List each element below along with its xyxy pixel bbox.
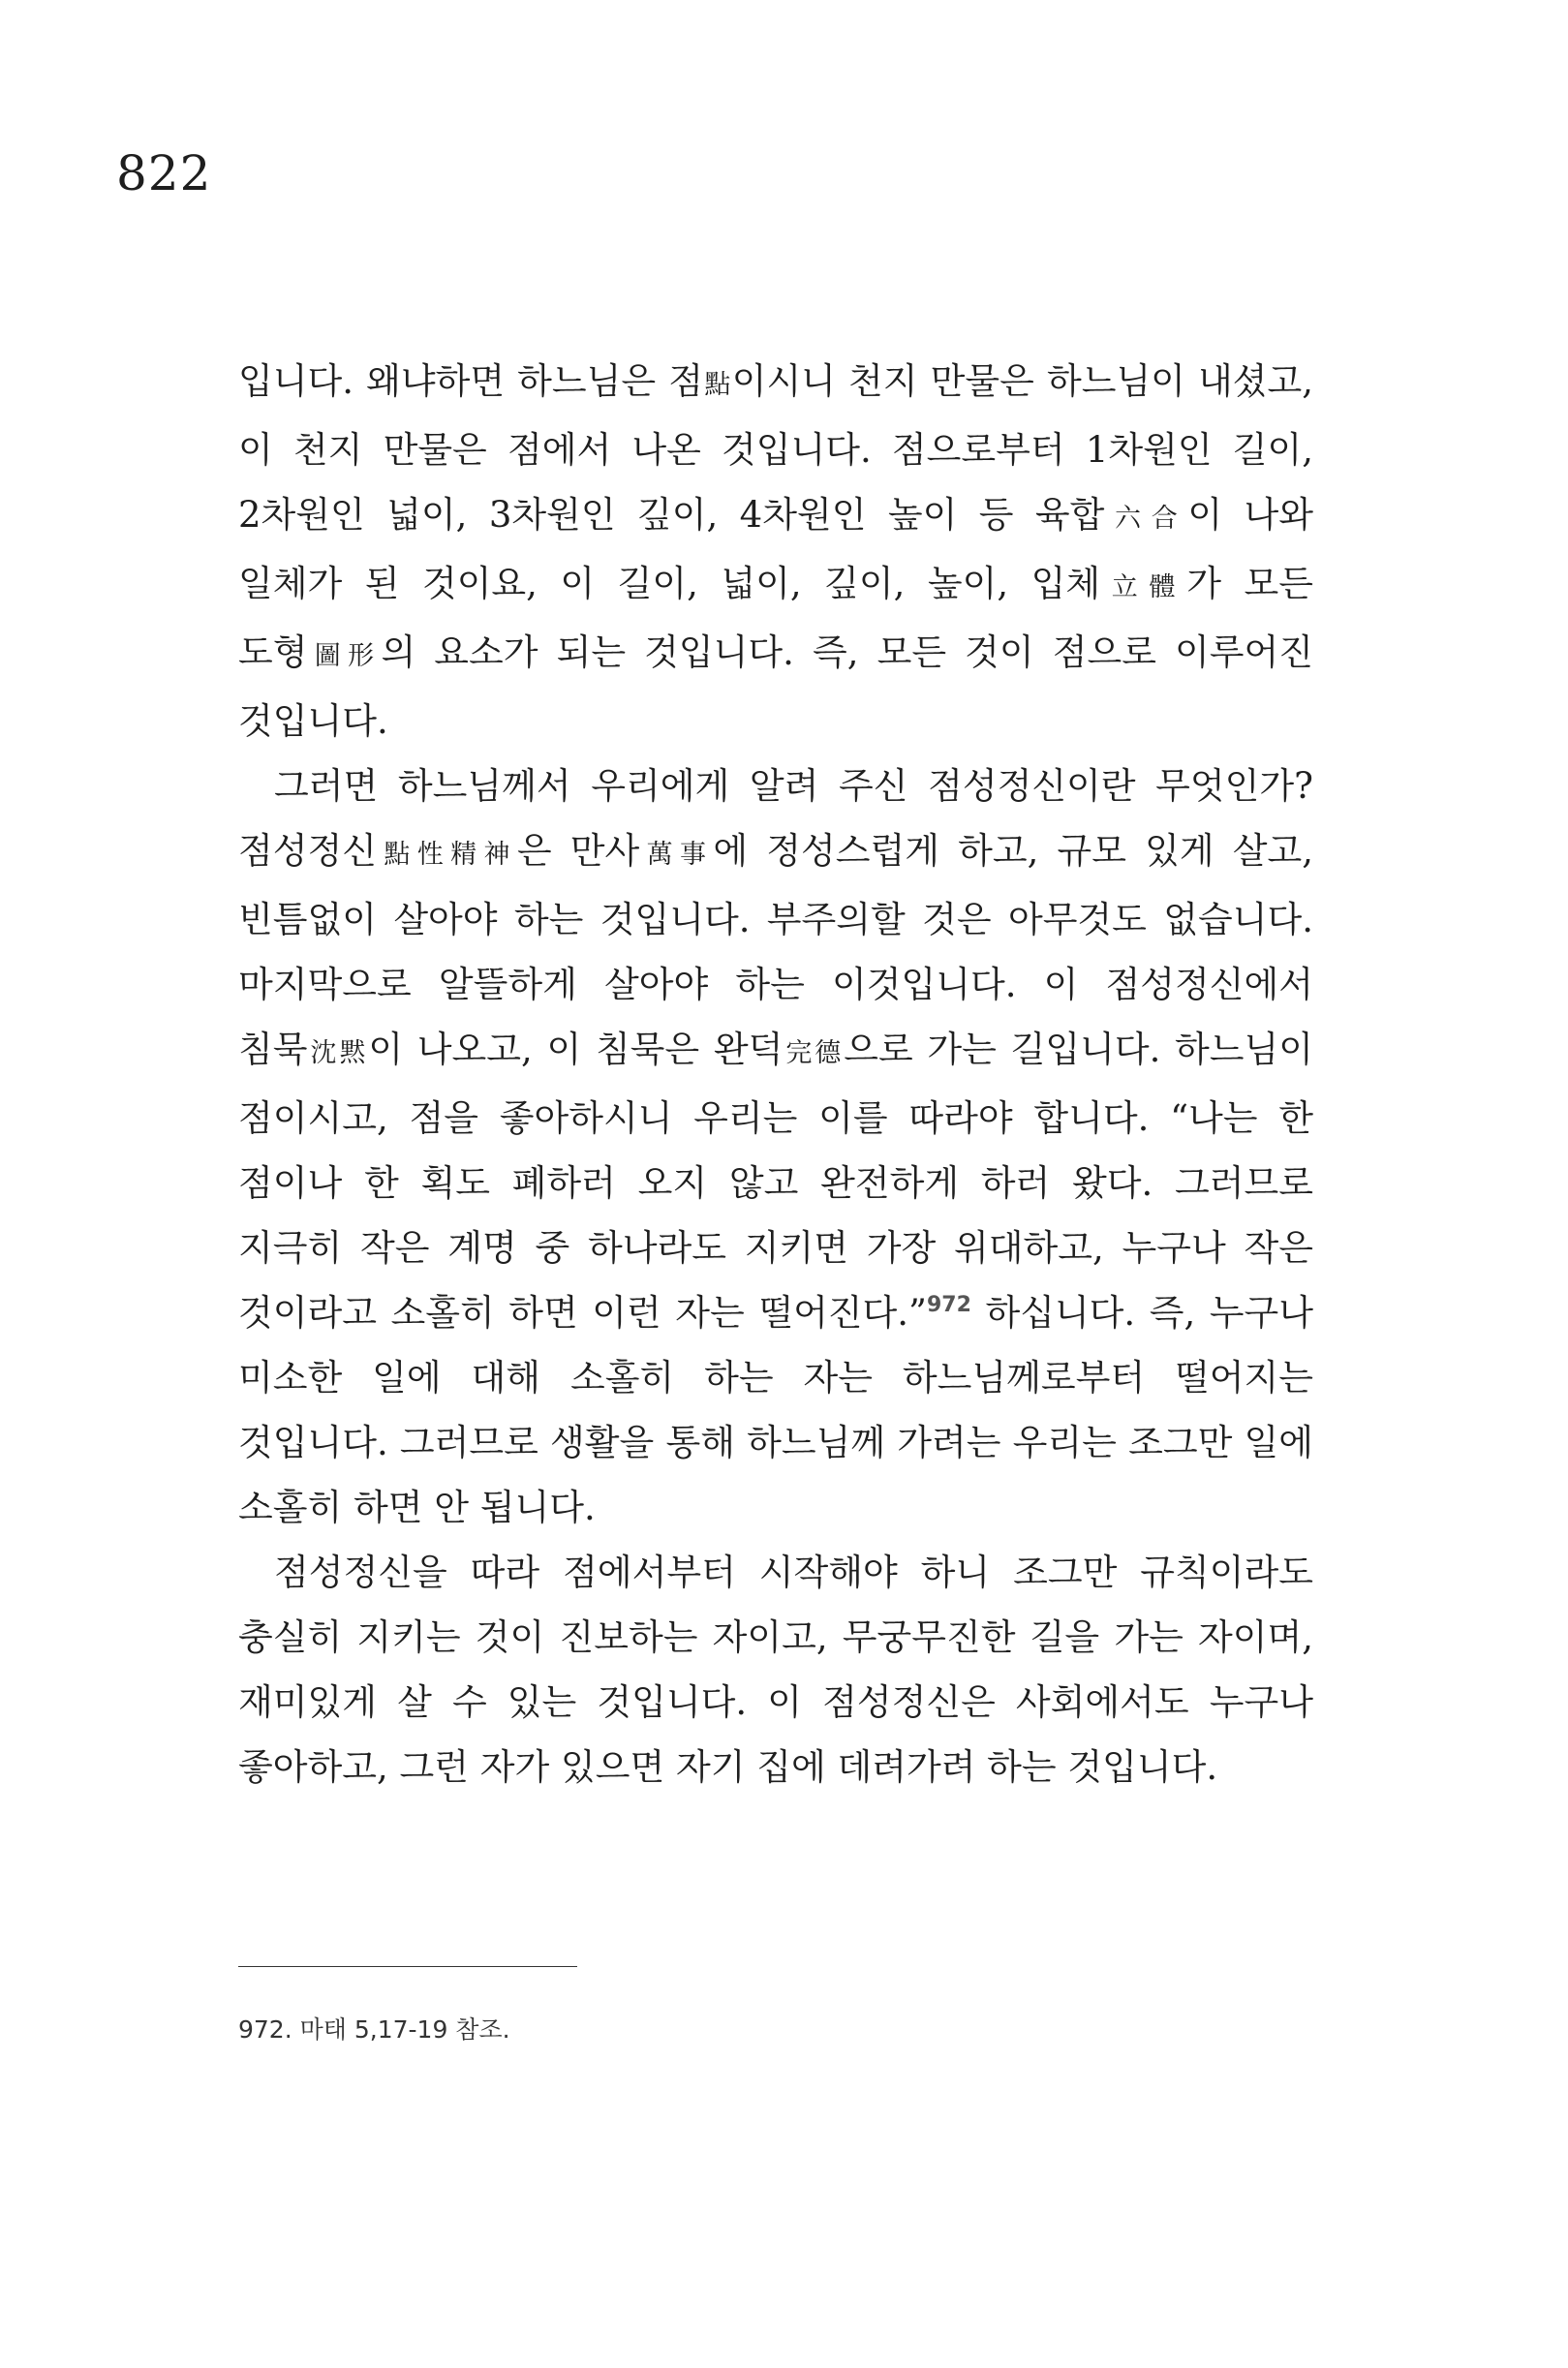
footnote: 972. 마태 5,17-19 참조. <box>238 2015 510 2044</box>
body-text <box>238 349 1313 1799</box>
hanja-gloss: 六合 <box>1104 504 1188 534</box>
hanja-gloss: 圖形 <box>307 641 382 671</box>
text-segment: 의 요소가 되는 것입니다. 즉, 모든 것이 점으로 이루어진 것입니다. <box>238 631 1314 742</box>
text-segment: 에 정성스럽게 하고, 규모 있게 살고, 빈틈없이 살아야 하는 것입니다. 부주의할 것은 아무것도 없습니다. 마지막으로 알뜰하게 살아야 하는 이것입니다. 이 점성정신에서 침묵 <box>238 830 1314 1070</box>
hanja-gloss: 完德 <box>783 1038 845 1068</box>
paragraph <box>238 1540 1313 1799</box>
hanja-gloss: 立體 <box>1100 572 1187 602</box>
text-segment: 이시니 천지 만물은 하느님이 내셨고, 이 천지 만물은 점에서 나온 것입니다. 점으로부터 1차원인 길이, 2차원인 넓이, 3차원인 깊이, 4차원인 높이 등 육합 <box>238 360 1314 536</box>
text-segment: 입니다. 왜냐하면 하느님은 점 <box>238 360 703 402</box>
text-segment: 은 만사 <box>516 830 640 872</box>
hanja-gloss: 點 <box>703 370 732 400</box>
hanja-gloss: 沈黙 <box>307 1038 369 1068</box>
hanja-gloss: 萬事 <box>639 840 714 870</box>
footnote-reference: 972 <box>926 1293 971 1317</box>
text-segment: 가 모든 도형 <box>238 563 1313 673</box>
text-segment: 그러면 하느님께서 우리에게 알려 주신 점성정신이란 무엇인가? 점성정신 <box>238 765 1313 872</box>
text-segment: 이 나와 일체가 된 것이요, 이 길이, 넓이, 깊이, 높이, 입체 <box>238 494 1314 604</box>
page-number: 822 <box>116 145 212 201</box>
text-segment: 점성정신을 따라 점에서부터 시작해야 하니 조그만 규칙이라도 충실히 지키는 것이 진보하는 자이고, 무궁무진한 길을 가는 자이며, 재미있게 살 수 있는 것입니다. 이 점성정신은 사회에서도 누구나 좋아하고, 그런 자가 있으면 자기 집에 데려가려 하는 것입니다. <box>238 1552 1313 1788</box>
text-segment: 으로 가는 길입니다. 하느님이 점이시고, 점을 좋아하시니 우리는 이를 따라야 합니다. “나는 한 점이나 한 획도 폐하러 오지 않고 완전하게 하러 왔다. 그러므로 지극히 작은 계명 중 하나라도 지키면 가장 위대하고, 누구나 작은 것이라고 소홀히 하면 이런 자는 떨어진다.” <box>238 1029 1314 1334</box>
paragraph <box>238 753 1313 1540</box>
paragraph <box>238 349 1313 753</box>
text-segment: 이 나오고, 이 침묵은 완덕 <box>368 1029 784 1070</box>
footnote-divider <box>238 1966 577 1967</box>
hanja-gloss: 點性精神 <box>376 840 517 870</box>
text-segment: 하십니다. 즉, 누구나 미소한 일에 대해 소홀히 하는 자는 하느님께로부터 떨어지는 것입니다. 그러므로 생활을 통해 하느님께 가려는 우리는 조그만 일에 소홀히 하면 안 됩니다. <box>238 1292 1313 1528</box>
